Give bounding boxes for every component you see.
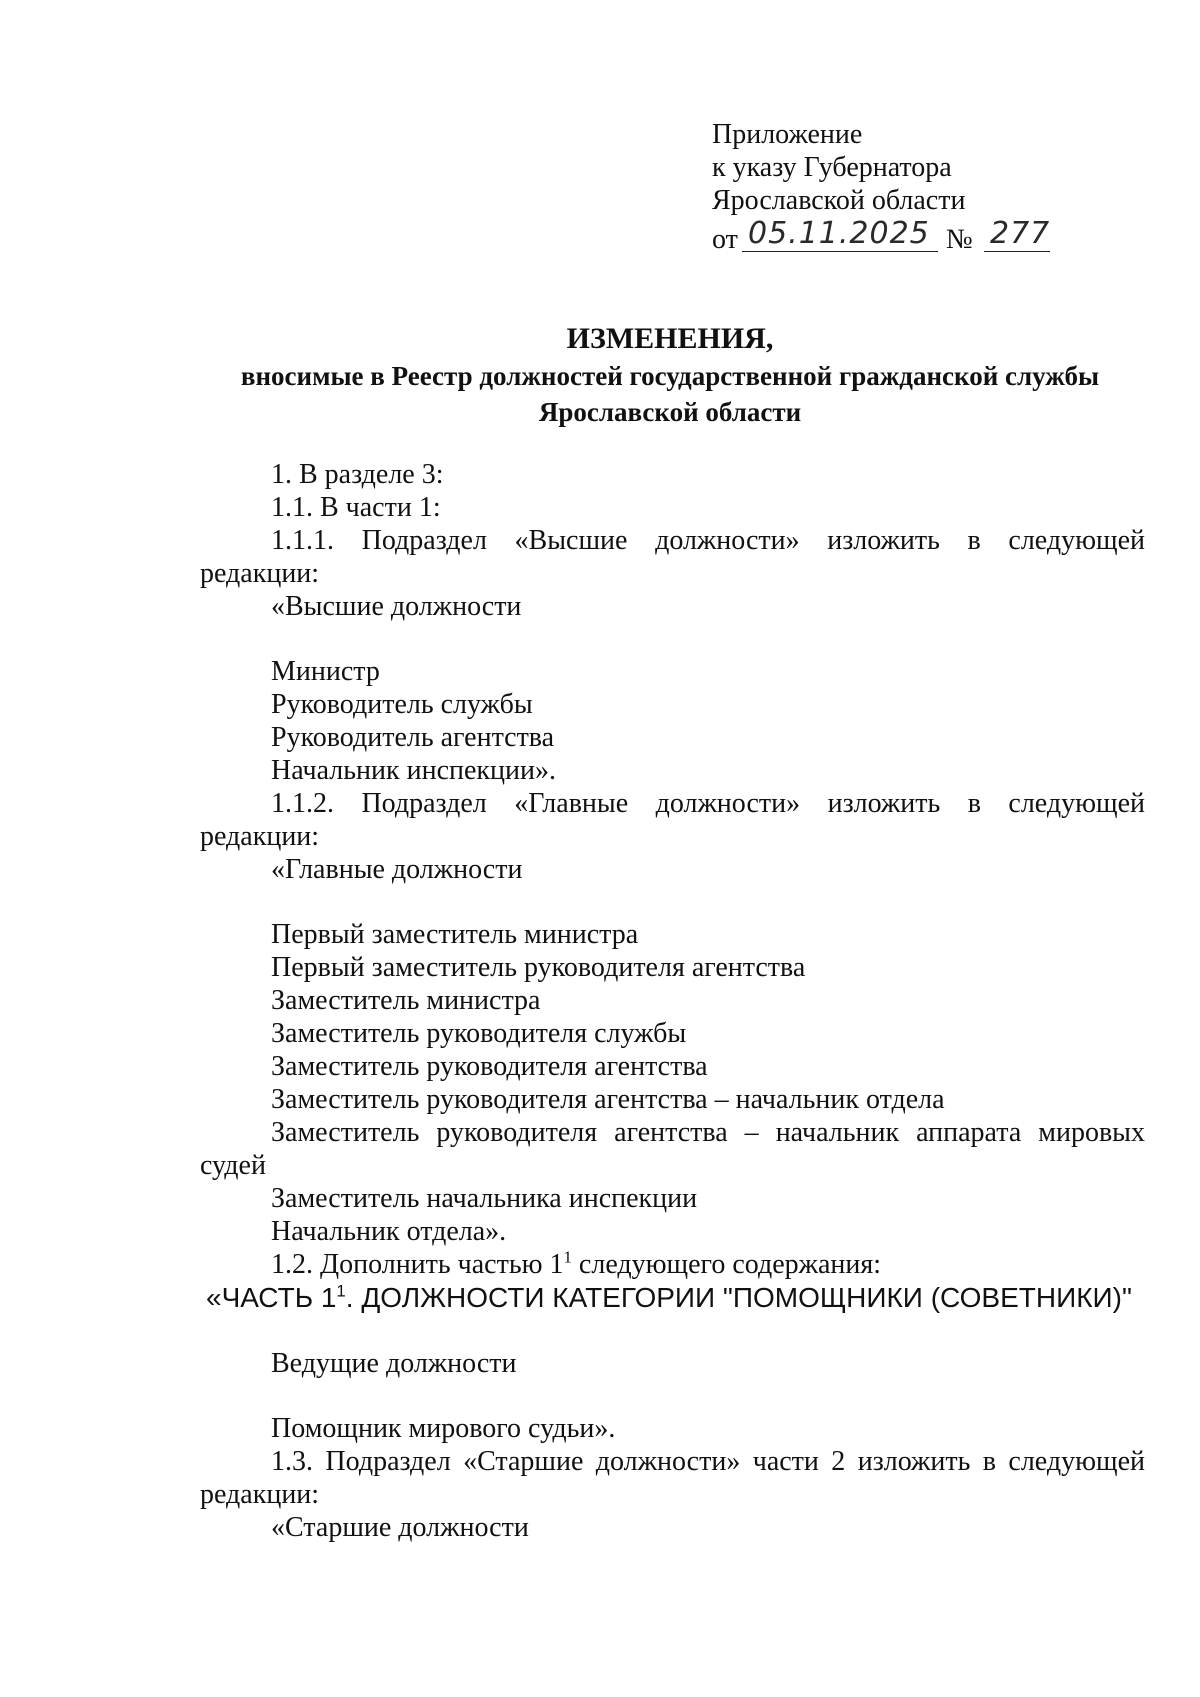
spacer [200,1315,1145,1347]
list-item: Начальник отдела». [271,1216,507,1247]
paragraph-1-2-text: 1.2. Дополнить частью 1 [271,1249,564,1280]
spacer [200,623,1145,655]
paragraph-1-3-line-2: редакции: [200,1479,320,1510]
number-label: № [946,224,973,255]
paragraph-1-1-1-line-2: редакции: [200,558,320,589]
handwritten-number: 277 [990,216,1051,251]
paragraph-1-1-1-line-1: 1.1.1. Подраздел «Высшие должности» изложить в следующей [271,525,1145,556]
appendix-line-3: Ярославской области [712,185,966,216]
higher-positions-heading: «Высшие должности [271,591,522,622]
paragraph-1-2 [200,1248,1145,1281]
from-label: от [712,224,738,255]
document-body [200,458,1145,1544]
title-subtitle-1: вносимые в Реестр должностей государственной гражданской службы [240,361,1100,391]
list-item: Министр [271,656,380,687]
superscript: 1 [563,1247,572,1267]
main-positions-heading: «Главные должности [271,854,523,885]
appendix-date-number-line [712,217,1072,257]
spacer [200,886,1145,918]
appendix-line-1: Приложение [712,119,863,150]
part-heading-text-end: . ДОЛЖНОСТИ КАТЕГОРИИ "ПОМОЩНИКИ (СОВЕТНИКИ)" [345,1282,1132,1313]
number-underline [984,251,1050,252]
paragraph-1-1: 1.1. В части 1: [271,492,441,523]
list-item: Руководитель службы [271,689,533,720]
list-item-wrapped-line-1: Заместитель руководителя агентства – начальник аппарата мировых [271,1117,1145,1148]
handwritten-date: 05.11.2025 [748,216,930,251]
list-item: Руководитель агентства [271,722,555,753]
list-item: Заместитель руководителя службы [271,1018,687,1049]
paragraph-1: 1. В разделе 3: [271,459,444,490]
list-item-wrapped-line-2: судей [200,1150,266,1181]
date-underline [742,251,938,252]
list-item: Помощник мирового судьи». [271,1413,616,1444]
list-item: Заместитель начальника инспекции [271,1183,698,1214]
list-item: Начальник инспекции». [271,755,556,786]
paragraph-1-1-2-line-1: 1.1.2. Подраздел «Главные должности» изложить в следующей [271,788,1145,819]
spacer [200,1380,1145,1412]
superscript: 1 [336,1281,346,1301]
appendix-block [712,118,1072,257]
title-main: ИЗМЕНЕНИЯ, [566,322,774,355]
list-item: Первый заместитель руководителя агентства [271,952,806,983]
paragraph-1-3-line-1: 1.3. Подраздел «Старшие должности» части 2 изложить в следующей [271,1446,1145,1477]
list-item: Заместитель министра [271,985,541,1016]
paragraph-1-1-2-line-2: редакции: [200,821,320,852]
document-title [200,320,1140,430]
title-subtitle-2: Ярославской области [538,397,802,427]
appendix-line-2: к указу Губернатора [712,152,952,183]
list-item: Заместитель руководителя агентства [271,1051,708,1082]
senior-positions-heading: «Старшие должности [271,1512,529,1543]
part-heading-text: «ЧАСТЬ 1 [206,1282,337,1313]
list-item: Заместитель руководителя агентства – начальник отдела [271,1084,945,1115]
paragraph-1-2-text-end: следующего содержания: [571,1249,882,1280]
part-1-1-heading [200,1281,1145,1315]
list-item: Первый заместитель министра [271,919,639,950]
leading-positions-heading: Ведущие должности [271,1348,517,1379]
